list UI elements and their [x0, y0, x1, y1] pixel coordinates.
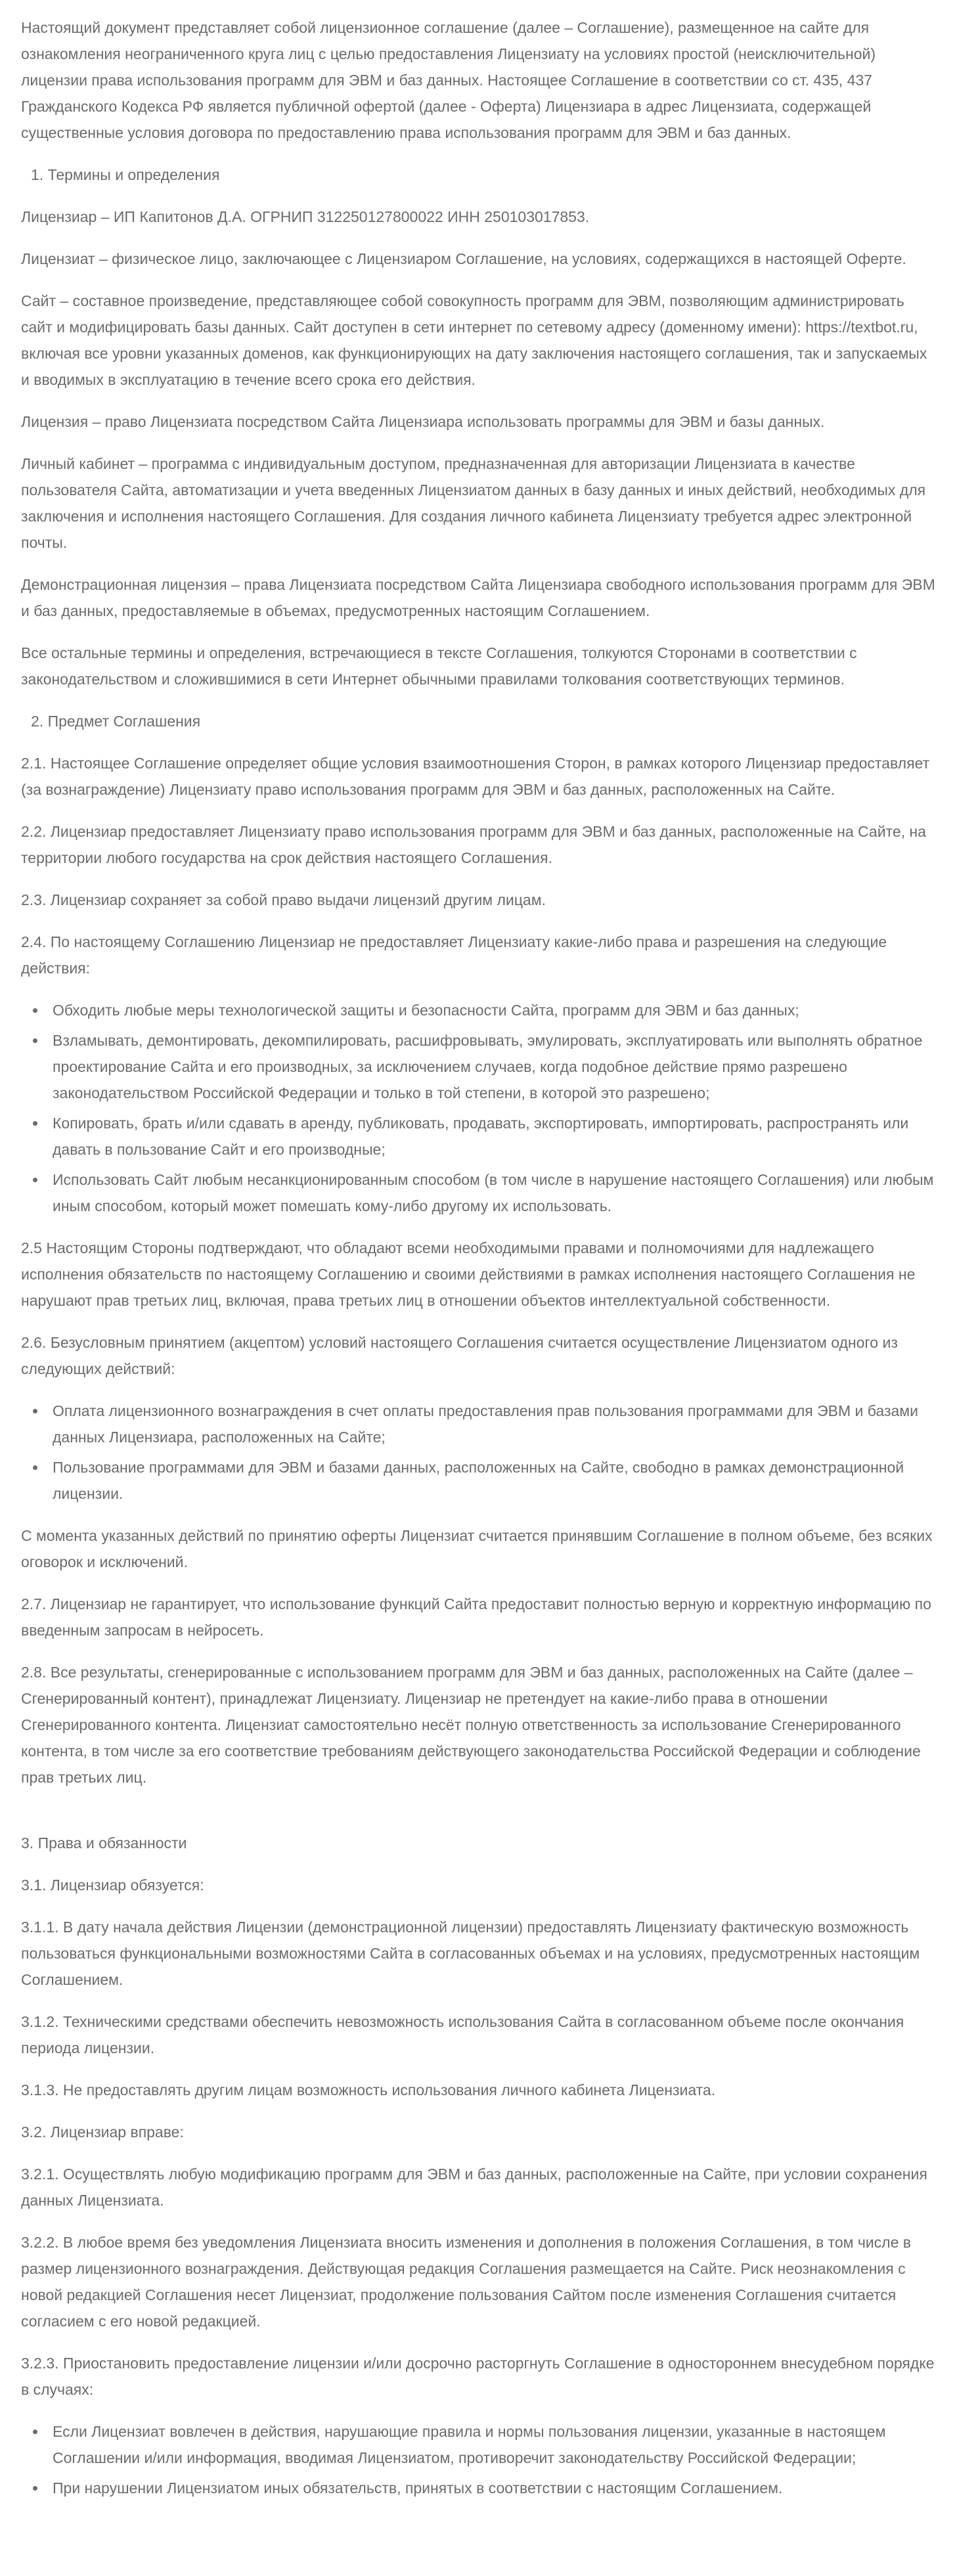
clause-3-2-3: 3.2.3. Приостановить предоставление лицензии и/или досрочно расторгнуть Соглашение в одностороннем внесудебном порядке в случаях:: [21, 2355, 935, 2398]
clause-3-1-3: 3.1.3. Не предоставлять другим лицам возможность использования личного кабинета Лицензиата.: [21, 2081, 716, 2099]
list-item: Копировать, брать и/или сдавать в аренду, публиковать, продавать, экспортировать, импортировать, распространять или давать в пользование Сайт и его производные;: [21, 1110, 939, 1163]
clause-3-2-1: 3.2.1. Осуществлять любую модификацию программ для ЭВМ и баз данных, расположенные на Сайте, при условии сохранения данных Лицензиата.: [21, 2165, 927, 2209]
clause-2-6: 2.6. Безусловным принятием (акцептом) условий настоящего Соглашения считается осуществление Лицензиатом одного из следующих действий:: [21, 1334, 898, 1377]
list-item: Оплата лицензионного вознаграждения в счет оплаты предоставления прав пользования программами для ЭВМ и базами данных Лицензиара, расположенных на Сайте;: [21, 1398, 939, 1450]
clause-2-5: 2.5 Настоящим Стороны подтверждают, что обладают всеми необходимыми правами и полномочиями для надлежащего исполнения обязательств по настоящему Соглашению и своими действиями в рамках исполнения настоящего Соглашения не нарушают прав третьих лиц, включая, права третьих лиц в отношении объектов интеллектуальной собственности.: [21, 1239, 916, 1309]
definition-licensor: Лицензиар – ИП Капитонов Д.А. ОГРНИП 312250127800022 ИНН 250103017853.: [21, 208, 590, 225]
section-3-heading: 3. Права и обязанности: [21, 1834, 187, 1852]
section-1-heading: 1. Термины и определения: [31, 166, 220, 183]
list-item: Если Лицензиат вовлечен в действия, нарушающие правила и нормы пользования лицензии, указанные в настоящем Соглашении и/или информация, вводимая Лицензиатом, противоречит законодательству Российской Федерации;: [21, 2418, 939, 2471]
definition-license: Лицензия – право Лицензиата посредством Сайта Лицензиара использовать программы для ЭВМ и базы данных.: [21, 413, 825, 430]
clause-2-2: 2.2. Лицензиар предоставляет Лицензиату право использования программ для ЭВМ и баз данных, расположенные на Сайте, на территории любого государства на срок действия настоящего Соглашения.: [21, 823, 926, 866]
list-item: При нарушении Лицензиатом иных обязательств, принятых в соответствии с настоящим Соглашением.: [21, 2475, 939, 2501]
clause-2-6-list: [21, 1398, 939, 1507]
clause-2-4-list: [21, 997, 939, 1219]
list-item: Использовать Сайт любым несанкционированным способом (в том числе в нарушение настоящего Соглашения) или любым иным способом, который может помешать кому-либо другому их использовать.: [21, 1166, 939, 1219]
definition-site: Сайт – составное произведение, представляющее собой совокупность программ для ЭВМ, позволяющим администрировать сайт и модифицировать базы данных. Сайт доступен в сети интернет по сетевому адресу (доменному имени): https://textbot.ru, включая все уровни указанных доменов, как функционирующих на дату заключения настоящего соглашения, так и запускаемых и вводимых в эксплуатацию в течение всего срока его действия.: [21, 292, 927, 388]
clause-2-6-acceptance: С момента указанных действий по принятию оферты Лицензиат считается принявшим Соглашение в полном объеме, без всяких оговорок и исключений.: [21, 1527, 933, 1570]
clause-3-1-2: 3.1.2. Техническими средствами обеспечить невозможность использования Сайта в согласованном объеме после окончания периода лицензии.: [21, 2013, 904, 2056]
clause-3-2: 3.2. Лицензиар вправе:: [21, 2123, 184, 2141]
clause-3-2-3-list: [21, 2418, 939, 2501]
definition-licensee: Лицензиат – физическое лицо, заключающее с Лицензиаром Соглашение, на условиях, содержащихся в настоящей Оферте.: [21, 250, 906, 267]
definition-personal-account: Личный кабинет – программа с индивидуальным доступом, предназначенная для авторизации Лицензиата в качестве пользователя Сайта, автоматизации и учета введенных Лицензиатом данных в базу данных и иных действий, необходимых для заключения и исполнения настоящего Соглашения. Для создания личного кабинета Лицензиату требуется адрес электронной почты.: [21, 455, 926, 551]
clause-2-3: 2.3. Лицензиар сохраняет за собой право выдачи лицензий другим лицам.: [21, 891, 546, 908]
section-2-heading: 2. Предмет Соглашения: [31, 713, 201, 730]
clause-2-7: 2.7. Лицензиар не гарантирует, что использование функций Сайта предоставит полностью верную и корректную информацию по введенным запросам в нейросеть.: [21, 1595, 931, 1639]
intro-paragraph: Настоящий документ представляет собой лицензионное соглашение (далее – Соглашение), размещенное на сайте для ознакомления неограниченного круга лиц с целью предоставления Лицензиату на условиях простой (неисключительной) лицензии права использования программ для ЭВМ и баз данных. Настоящее Соглашение в соответствии со ст. 435, 437 Гражданского Кодекса РФ является публичной офертой (далее - Оферта) Лицензиара в адрес Лицензиата, содержащей существенные условия договора по предоставлению права использования программ для ЭВМ и баз данных.: [21, 19, 876, 141]
clause-3-1-1: 3.1.1. В дату начала действия Лицензии (демонстрационной лицензии) предоставлять Лицензиату фактическую возможность пользоваться функциональными возможностями Сайта в согласованных объемах и на условиях, предусмотренных настоящим Соглашением.: [21, 1919, 920, 1988]
definition-demo-license: Демонстрационная лицензия – права Лицензиата посредством Сайта Лицензиара свободного использования программ для ЭВМ и баз данных, предоставляемые в объемах, предусмотренных настоящим Соглашением.: [21, 576, 935, 619]
clause-2-8: 2.8. Все результаты, сгенерированные с использованием программ для ЭВМ и баз данных, расположенных на Сайте (далее – Сгенерированный контент), принадлежат Лицензиату. Лицензиар не претендует на какие-либо права в отношении Сгенерированного контента. Лицензиат самостоятельно несёт полную ответственность за использование Сгенерированного контента, в том числе за его соответствие требованиям действующего законодательства Российской Федерации и соблюдение прав третьих лиц.: [21, 1664, 921, 1786]
clause-3-1: 3.1. Лицензиар обязуется:: [21, 1876, 204, 1894]
list-item: Взламывать, демонтировать, декомпилировать, расшифровывать, эмулировать, эксплуатировать или выполнять обратное проектирование Сайта и его производных, за исключением случаев, когда подобное действие прямо разрешено законодательством Российской Федерации и только в той степени, в которой это разрешено;: [21, 1027, 939, 1106]
clause-3-2-2: 3.2.2. В любое время без уведомления Лицензиата вносить изменения и дополнения в положения Соглашения, в том числе в размер лицензионного вознаграждения. Действующая редакция Соглашения размещается на Сайте. Риск неознакомления с новой редакцией Соглашения несет Лицензиат, продолжение пользования Сайтом после изменения Соглашения считается согласием с его новой редакцией.: [21, 2234, 911, 2330]
clause-2-1: 2.1. Настоящее Соглашение определяет общие условия взаимоотношения Сторон, в рамках которого Лицензиар предоставляет (за вознаграждение) Лицензиату право использования программ для ЭВМ и баз данных, расположенных на Сайте.: [21, 755, 930, 798]
list-item: Обходить любые меры технологической защиты и безопасности Сайта, программ для ЭВМ и баз данных;: [21, 997, 939, 1023]
list-item: Пользование программами для ЭВМ и базами данных, расположенных на Сайте, свободно в рамках демонстрационной лицензии.: [21, 1454, 939, 1507]
definition-other-terms: Все остальные термины и определения, встречающиеся в тексте Соглашения, толкуются Сторонами в соответствии с законодательством и сложившимися в сети Интернет обычными правилами толкования соответствующих терминов.: [21, 644, 857, 688]
clause-2-4: 2.4. По настоящему Соглашению Лицензиар не предоставляет Лицензиату какие-либо права и разрешения на следующие действия:: [21, 933, 887, 977]
